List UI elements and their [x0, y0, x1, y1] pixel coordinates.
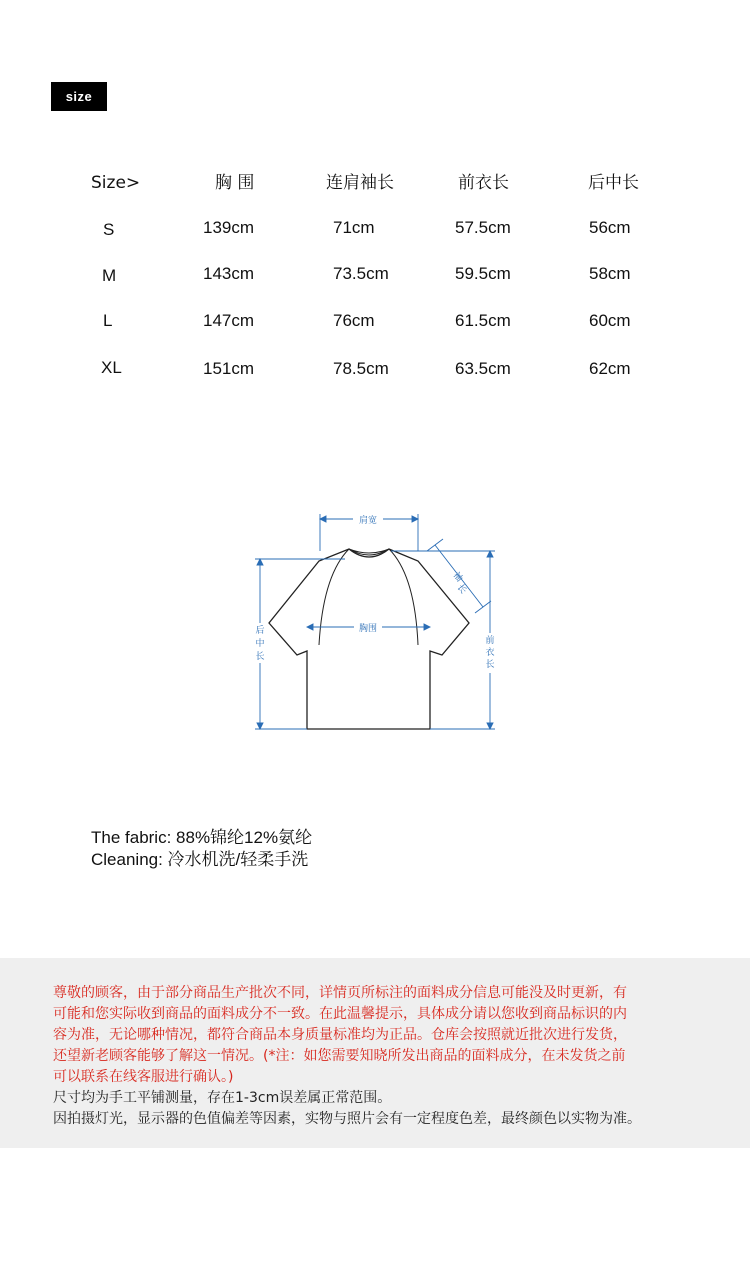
table-cell: 147cm	[203, 311, 255, 330]
back-label-3: 长	[255, 652, 265, 662]
notice-red-line: 还望新老顾客能够了解这一情况。(*注：如您需要知晓所发出商品的面料成分，在未发货之前	[53, 1048, 626, 1064]
header-front-length: 前衣长	[458, 173, 509, 193]
table-cell: 59.5cm	[455, 264, 511, 283]
table-cell: L	[103, 311, 113, 330]
fabric-info	[91, 827, 312, 871]
front-label-3: 长	[485, 660, 495, 670]
table-cell: 61.5cm	[455, 311, 511, 330]
shoulder-width-label: 肩宽	[358, 516, 378, 526]
table-cell: 56cm	[589, 218, 631, 237]
table-cell: 143cm	[203, 264, 255, 283]
table-cell: 78.5cm	[333, 359, 389, 378]
table-cell: 73.5cm	[333, 264, 389, 283]
table-cell: 139cm	[203, 218, 255, 237]
notice-red-line: 可以联系在线客服进行确认。)	[53, 1069, 234, 1085]
sleeve-label-1: 袖	[450, 570, 465, 584]
table-cell: M	[102, 266, 117, 285]
table-cell: 151cm	[203, 359, 255, 378]
header-chest: 胸 围	[215, 173, 255, 193]
table-cell: 60cm	[589, 311, 631, 330]
tshirt-outline	[269, 549, 469, 729]
table-cell: 76cm	[333, 311, 375, 330]
table-cell: 58cm	[589, 264, 631, 283]
notice-panel	[0, 958, 750, 1148]
header-sleeve-length: 连肩袖长	[326, 173, 394, 193]
fabric-composition: The fabric: 88%锦纶12%氨纶	[91, 828, 313, 847]
table-cell: 71cm	[333, 218, 375, 237]
header-size: Size>	[91, 173, 141, 193]
chest-label: 胸围	[358, 624, 378, 634]
back-label-1: 后	[255, 626, 265, 636]
tshirt-measurement-diagram	[245, 505, 505, 740]
table-cell: S	[103, 220, 115, 239]
notice-red-line: 容为准，无论哪种情况，都符合商品本身质量标准均为正品。仓库会按照就近批次进行发货，	[53, 1027, 627, 1043]
table-cell: 62cm	[589, 359, 631, 378]
header-back-length: 后中长	[588, 173, 639, 193]
back-label-2: 中	[255, 639, 265, 649]
notice-black-line: 尺寸均为手工平铺测量，存在1-3cm误差属正常范围。	[53, 1090, 392, 1106]
front-label-1: 前	[485, 636, 495, 646]
cleaning-instructions: Cleaning: 冷水机洗/轻柔手洗	[91, 850, 309, 869]
notice-black-line: 因拍摄灯光，显示器的色值偏差等因素，实物与照片会有一定程度色差，最终颜色以实物为准。	[53, 1111, 641, 1127]
table-cell: 63.5cm	[455, 359, 511, 378]
notice-red-line: 可能和您实际收到商品的面料成分不一致。在此温馨提示，具体成分请以您收到商品标识的内	[53, 1006, 627, 1022]
table-cell: XL	[101, 358, 122, 377]
front-label-2: 衣	[485, 648, 495, 658]
table-cell: 57.5cm	[455, 218, 511, 237]
notice-red-line: 尊敬的顾客，由于部分商品生产批次不同，详情页所标注的面料成分信息可能没及时更新，有	[53, 985, 627, 1001]
size-tag: size	[51, 82, 107, 111]
sleeve-label-2: 长	[454, 582, 469, 596]
